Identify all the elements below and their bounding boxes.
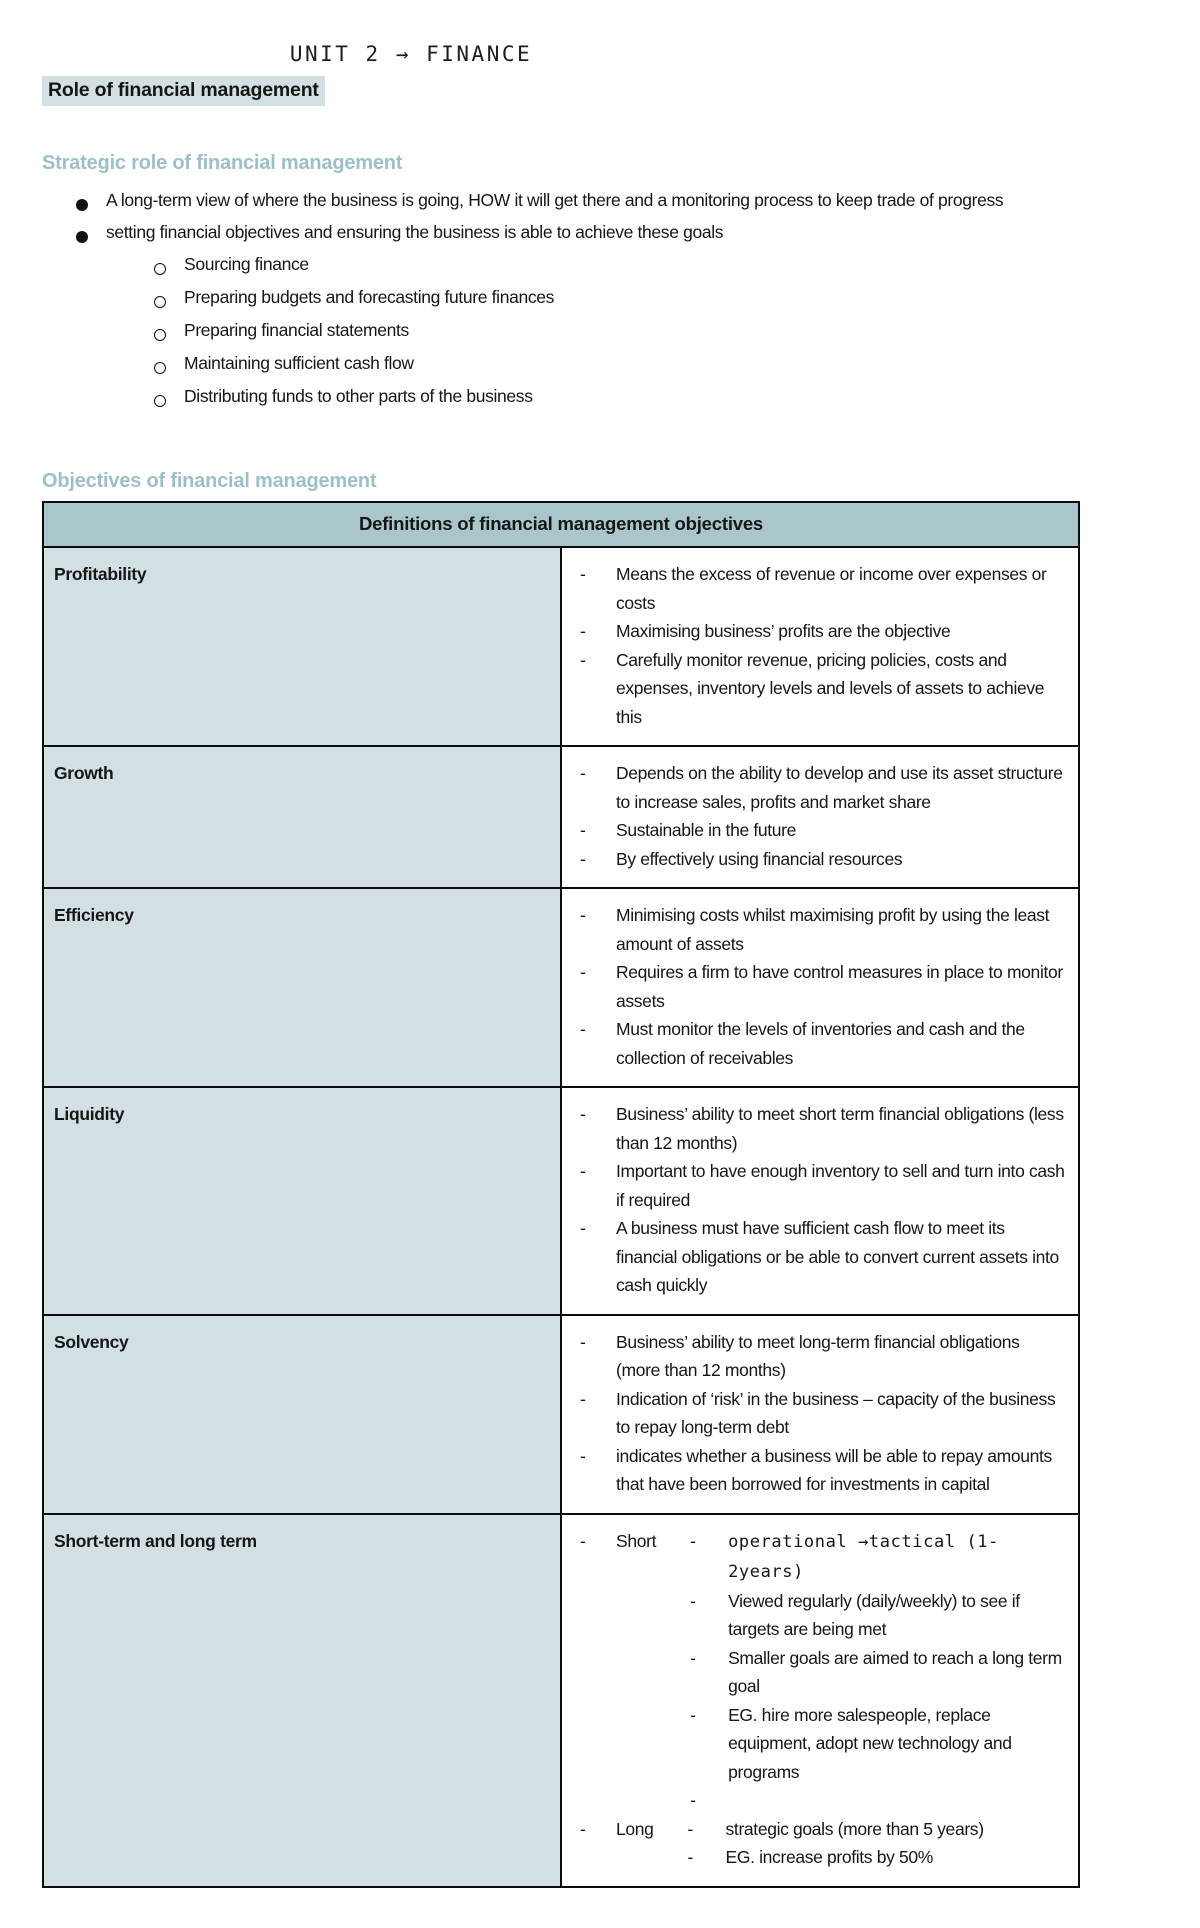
filled-disc-icon	[76, 217, 106, 247]
definition-item	[656, 1587, 1066, 1644]
table-header-row	[43, 502, 1079, 547]
definition-text: Sustainable in the future	[616, 820, 796, 840]
definition-item	[570, 759, 1066, 816]
term-cell: Growth	[43, 746, 561, 888]
definition-text: Indication of ‘risk’ in the business – capacity of the business to repay long-term debt	[616, 1388, 1056, 1437]
definition-text: Viewed regularly (daily/weekly) to see if targets are being met	[728, 1590, 1020, 1639]
table-header-cell: Definitions of financial management objectives	[43, 502, 1079, 547]
term-cell: Efficiency	[43, 888, 561, 1087]
definition-item	[570, 1015, 1066, 1072]
definition-text: Minimising costs whilst maximising profit by using the least amount of assets	[616, 905, 1050, 954]
dash-marker: -	[580, 1331, 586, 1352]
definition-text: strategic goals (more than 5 years)	[725, 1818, 984, 1839]
page-title-wrap	[42, 66, 1080, 106]
term-cell: Short-term and long term	[43, 1514, 561, 1887]
definition-text: EG. increase profits by 50%	[725, 1847, 933, 1867]
section-heading-objectives: Objectives of financial management	[42, 470, 377, 492]
dash-marker: -	[690, 1530, 696, 1551]
definitions-cell	[561, 1315, 1079, 1514]
definitions-cell	[561, 547, 1079, 746]
list-item	[42, 315, 1080, 346]
definition-item	[656, 1644, 1066, 1701]
dash-marker: -	[687, 1818, 694, 1839]
list-item-label: Maintaining sufficient cash flow	[184, 353, 414, 373]
table-body	[43, 547, 1079, 1887]
table-row	[43, 1514, 1079, 1887]
dash-marker: -	[580, 1818, 586, 1839]
definition-item	[656, 1527, 1066, 1587]
hollow-circle-icon	[154, 315, 184, 345]
dash-marker: -	[687, 1847, 694, 1867]
term-cell: Profitability	[43, 547, 561, 746]
definition-list	[570, 901, 1066, 1072]
definition-item-empty	[656, 1786, 1066, 1815]
dash-marker: -	[580, 1161, 586, 1181]
list-item	[42, 249, 1080, 280]
definition-text: Important to have enough inventory to sell and turn into cash if required	[616, 1161, 1065, 1210]
dash-marker: -	[690, 1790, 696, 1810]
definition-item	[570, 560, 1066, 617]
dash-marker: -	[580, 621, 586, 641]
definitions-cell	[561, 746, 1079, 888]
definition-item	[570, 1100, 1066, 1157]
table-row	[43, 746, 1079, 888]
table-row	[43, 1087, 1079, 1315]
section-heading-strategic-role: Strategic role of financial management	[42, 152, 403, 174]
list-item	[42, 381, 1080, 412]
hollow-circle-icon	[154, 381, 184, 411]
running-head: UNIT 2 → FINANCE	[289, 42, 533, 66]
definition-item	[570, 958, 1066, 1015]
definition-item	[654, 1843, 1066, 1872]
dash-marker: -	[580, 848, 586, 869]
definition-list	[570, 1328, 1066, 1499]
dash-marker: -	[690, 1590, 696, 1611]
definition-item	[570, 816, 1066, 845]
dash-marker: -	[580, 1445, 586, 1466]
objectives-table	[42, 501, 1080, 1888]
list-item-label: setting financial objectives and ensuring the business is able to achieve these goals	[106, 222, 724, 242]
list-item-label: Preparing financial statements	[184, 320, 409, 340]
list-item	[42, 185, 1080, 215]
nested-definition-list	[656, 1527, 1066, 1815]
dash-marker: -	[580, 820, 586, 840]
definition-group-short	[570, 1527, 1066, 1815]
definition-list	[570, 1100, 1066, 1300]
definition-item	[570, 1157, 1066, 1214]
filled-disc-icon	[76, 185, 106, 215]
hollow-circle-icon	[154, 249, 184, 279]
list-item	[42, 217, 1080, 247]
definition-list	[570, 560, 1066, 731]
definition-item	[570, 646, 1066, 732]
dash-marker: -	[690, 1704, 696, 1725]
table-row	[43, 888, 1079, 1087]
dash-marker: -	[580, 905, 586, 925]
definition-item	[570, 845, 1066, 874]
definition-text: Carefully monitor revenue, pricing policies, costs and expenses, inventory levels and levels of assets to achieve this	[616, 649, 1045, 727]
dash-marker: -	[580, 1530, 586, 1551]
dash-marker: -	[580, 763, 586, 783]
definition-text: Means the excess of revenue or income over expenses or costs	[616, 564, 1047, 613]
hollow-circle-icon	[154, 282, 184, 312]
definitions-cell	[561, 888, 1079, 1087]
definition-item	[654, 1815, 1066, 1844]
dash-marker: -	[580, 564, 586, 584]
nested-definition-list	[654, 1815, 1066, 1872]
dash-marker: -	[580, 1388, 586, 1409]
definition-item	[570, 1328, 1066, 1385]
page-title: Role of financial management	[42, 76, 325, 106]
definition-item	[570, 1385, 1066, 1442]
group-label: Short	[616, 1530, 657, 1551]
definition-text: A business must have sufficient cash flow to meet its financial obligations or be able to convert current assets into cash quickly	[616, 1218, 1059, 1295]
list-item-label: Sourcing finance	[184, 254, 309, 274]
definition-group-long	[570, 1815, 1066, 1872]
group-heading-row	[570, 1527, 656, 1556]
strategic-role-bullet-list	[42, 185, 1080, 412]
dash-marker: -	[580, 1104, 586, 1124]
definition-item	[570, 617, 1066, 646]
definition-item	[570, 901, 1066, 958]
term-cell: Solvency	[43, 1315, 561, 1514]
dash-marker: -	[690, 1647, 696, 1668]
hollow-circle-icon	[154, 348, 184, 378]
definition-text: Depends on the ability to develop and use its asset structure to increase sales, profits and market share	[616, 763, 1063, 812]
definition-text: Business’ ability to meet long-term financial obligations (more than 12 months)	[616, 1331, 1020, 1380]
definition-text: operational →tactical (1-2years)	[728, 1531, 999, 1582]
definition-text: Maximising business’ profits are the objective	[616, 621, 951, 641]
definition-text: indicates whether a business will be able to repay amounts that have been borrowed for investments in capital	[616, 1445, 1052, 1494]
definition-text: Must monitor the levels of inventories and cash and the collection of receivables	[616, 1019, 1025, 1068]
definition-text: By effectively using financial resources	[616, 848, 903, 869]
list-item	[42, 348, 1080, 379]
definition-text: EG. hire more salespeople, replace equipment, adopt new technology and programs	[728, 1704, 1012, 1782]
list-item-label: A long-term view of where the business is going, HOW it will get there and a monitoring process to keep trade of progress	[106, 190, 1004, 210]
dash-marker: -	[580, 1019, 586, 1039]
dash-marker: -	[580, 649, 586, 670]
group-label: Long	[616, 1818, 654, 1839]
definition-text: Smaller goals are aimed to reach a long term goal	[728, 1647, 1062, 1696]
list-item	[42, 282, 1080, 313]
table-row	[43, 1315, 1079, 1514]
definition-item	[570, 1214, 1066, 1300]
group-heading-row	[570, 1815, 654, 1844]
definition-item	[656, 1701, 1066, 1787]
dash-marker: -	[580, 962, 586, 982]
definition-list	[570, 759, 1066, 873]
table-row	[43, 547, 1079, 746]
definitions-cell	[561, 1087, 1079, 1315]
definition-list	[570, 1527, 1066, 1872]
list-item-label: Preparing budgets and forecasting future finances	[184, 287, 555, 307]
definition-text: Business’ ability to meet short term financial obligations (less than 12 months)	[616, 1104, 1064, 1153]
definition-item	[570, 1442, 1066, 1499]
definitions-cell	[561, 1514, 1079, 1887]
term-cell: Liquidity	[43, 1087, 561, 1315]
table-head	[43, 502, 1079, 547]
dash-marker: -	[580, 1218, 586, 1238]
list-item-label: Distributing funds to other parts of the business	[184, 386, 533, 406]
definition-text: Requires a firm to have control measures in place to monitor assets	[616, 962, 1063, 1011]
